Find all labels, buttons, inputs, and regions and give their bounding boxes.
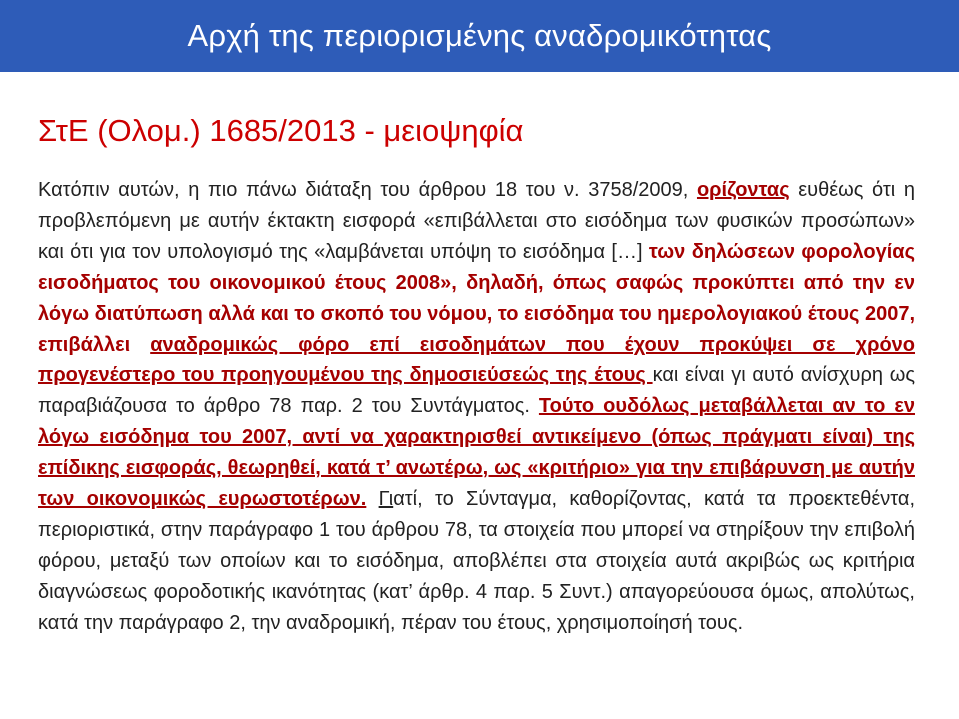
body-segment-emphasis-underlined: Τούτο ουδόλως μεταβάλλεται αν το εν λόγω εισόδημα του 2007, αντί να χαρακτηρισθεί αντικείμενο (όπως πράγματι είναι) της επίδικης εισφοράς, θεωρηθεί, κατά τ’ ανωτέρω, ως «κριτήριο» για την επιβάρυνση με αυτήν των οικονομικώς ευρωστοτέρων.	[38, 395, 915, 511]
body-segment-plain: ατί, το Σύνταγμα, καθορίζοντας, κατά τα προεκτεθέντα, περιοριστικά, στην παράγραφο 1 του άρθρου 78, τα στοιχεία που μπορεί να στηρίξουν την επιβολή φόρου, μεταξύ των οποίων και το εισόδημα, αποβλέπει στα στοιχεία αυτά ακριβώς ως κριτήρια διαγνώσεως φοροδοτικής ικανότητας (κατ’ άρθρ. 4 παρ. 5 Συντ.) απαγορεύουσα όμως, απολύτως, κατά την παράγραφο 2, την αναδρομική, πέραν του έτους, χρησιμοποίησή τους.	[38, 488, 916, 634]
body-segment-emphasis: των δηλώσεων φορολογίας εισοδήματος του οικονομικού έτους 2008», δηλαδή, όπως σαφώς προκύπτει από την εν λόγω διατύπωση αλλά και το σκοπό του νόμου, το εισόδημα του ημερολογιακού έτους 2007, επιβάλλει	[38, 240, 915, 356]
body-segment-plain: και είναι γι αυτό ανίσχυρη ως παραβιάζουσα το άρθρο 78 παρ. 2 του Συντάγματος.	[38, 364, 915, 418]
body-segment-underlined: Γι	[378, 488, 394, 511]
body-paragraph	[38, 175, 915, 639]
slide-subtitle: ΣτΕ (Ολομ.) 1685/2013 - μειοψηφία	[38, 113, 524, 148]
slide-title: Αρχή της περιορισμένης αναδρομικότητας	[187, 18, 772, 53]
body-segment-plain: ευθέως ότι η προβλεπόμενη με αυτήν έκτακτη εισφορά «επιβάλλεται στο εισόδημα των φυσικών προσώπων» και ότι για τον υπολογισμό της «λαμβάνεται υπόψη το εισόδημα […]	[38, 179, 915, 263]
body-segment-plain	[366, 488, 378, 510]
body-segment-plain: Κατόπιν αυτών, η πιο πάνω διάταξη του άρθρου 18 του ν. 3758/2009,	[38, 179, 697, 201]
title-bar	[0, 0, 959, 72]
body-segment-emphasis-underlined: αναδρομικώς φόρο επί εισοδημάτων που έχουν προκύψει σε χρόνο προγενέστερο του προηγουμένου της δημοσιεύσεώς της έτους	[38, 333, 916, 387]
body-segment-emphasis-underlined: ορίζοντας	[696, 179, 790, 201]
